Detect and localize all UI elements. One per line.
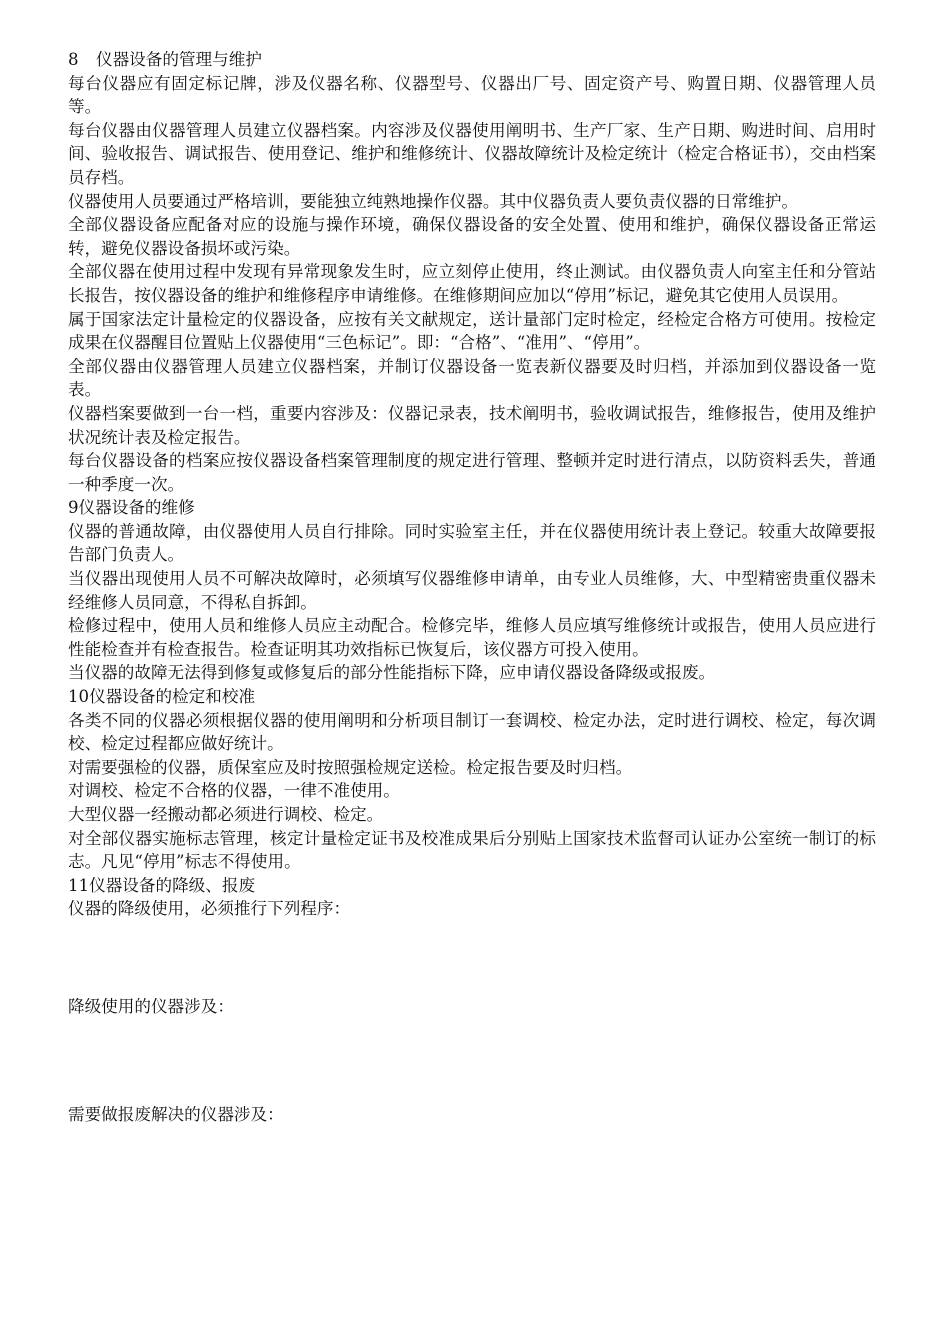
section-8-paragraph: 每台仪器应有固定标记牌，涉及仪器名称、仪器型号、仪器出厂号、固定资产号、购置日期、仪器管理人员等。	[68, 73, 876, 117]
section-10-paragraph: 对全部仪器实施标志管理，核定计量检定证书及校准成果后分别贴上国家技术监督司认证办公室统一制订的标志。凡见“停用”标志不得使用。	[68, 828, 876, 872]
section-11-intro: 仪器的降级使用，必须推行下列程序：	[68, 899, 351, 919]
section-9-paragraph: 仪器的普通故障，由仪器使用人员自行排除。同时实验室主任，并在仪器使用统计表上登记。较重大故障要报告部门负责人。	[68, 521, 876, 565]
section-9-paragraph: 检修过程中，使用人员和维修人员应主动配合。检修完毕，维修人员应填写维修统计或报告，使用人员应进行性能检查并有检查报告。检查证明其功效指标已恢复后，该仪器方可投入使用。	[68, 616, 876, 659]
section-8-paragraph: 属于国家法定计量检定的仪器设备，应按有关文献规定，送计量部门定时检定，经检定合格方可使用。按检定成果在仪器醒目位置贴上仪器使用“三色标记”。即：“合格”、“准用”、“停用”。	[68, 309, 876, 353]
section-11-heading: 11仪器设备的降级、报废	[68, 875, 256, 895]
section-9-paragraph: 当仪器出现使用人员不可解决故障时，必须填写仪器维修申请单，由专业人员维修，大、中型精密贵重仪器未经维修人员同意，不得私自拆卸。	[68, 569, 876, 612]
section-10-paragraph: 大型仪器一经搬动都必须进行调校、检定。	[68, 805, 384, 824]
blank-space	[68, 921, 876, 995]
section-8-paragraph: 全部仪器由仪器管理人员建立仪器档案，并制订仪器设备一览表新仪器要及时归档，并添加到仪器设备一览表。	[68, 356, 876, 400]
section-9-paragraph: 当仪器的故障无法得到修复或修复后的部分性能指标下降，应申请仪器设备降级或报废。	[68, 663, 716, 683]
section-8-paragraph: 仪器使用人员要通过严格培训，要能独立纯熟地操作仪器。其中仪器负责人要负责仪器的日常维护。	[68, 191, 799, 211]
section-8-paragraph: 每台仪器由仪器管理人员建立仪器档案。内容涉及仪器使用阐明书、生产厂家、生产日期、购进时间、启用时间、验收报告、调试报告、使用登记、维护和维修统计、仪器故障统计及检定统计（检定合格证书），交由档案员存档。	[68, 120, 876, 187]
section-9-heading: 9仪器设备的维修	[68, 498, 195, 518]
section-8-title: 仪器设备的管理与维护	[96, 50, 262, 69]
section-8-paragraph: 全部仪器设备应配备对应的设施与操作环境，确保仪器设备的安全处置、使用和维护，确保仪器设备正常运转，避免仪器设备损坏或污染。	[68, 215, 876, 258]
section-8-paragraph: 全部仪器在使用过程中发现有异常现象发生时，应立刻停止使用，终止测试。由仪器负责人向室主任和分管站长报告，按仪器设备的维护和维修程序申请维修。在维修期间应加以“停用”标记，避免其它使用人员误用。	[68, 262, 876, 305]
section-8-number: 8	[68, 50, 79, 69]
downgrade-label: 降级使用的仪器涉及：	[68, 996, 234, 1016]
section-10-paragraph: 各类不同的仪器必须根据仪器的使用阐明和分析项目制订一套调校、检定办法，定时进行调校、检定，每次调校、检定过程都应做好统计。	[68, 710, 876, 754]
section-8-paragraph: 仪器档案要做到一台一档，重要内容涉及：仪器记录表，技术阐明书，验收调试报告，维修报告，使用及维护状况统计表及检定报告。	[68, 403, 876, 447]
section-8-heading	[68, 48, 876, 72]
document-page	[68, 48, 876, 1126]
section-10-paragraph: 对调校、检定不合格的仪器，一律不准使用。	[68, 781, 400, 801]
section-10-paragraph: 对需要强检的仪器，质保室应及时按照强检规定送检。检定报告要及时归档。	[68, 757, 633, 777]
scrap-label: 需要做报废解决的仪器涉及：	[68, 1104, 284, 1124]
section-10-heading: 10仪器设备的检定和校准	[68, 687, 256, 707]
blank-space	[68, 1019, 876, 1103]
section-8-paragraph: 每台仪器设备的档案应按仪器设备档案管理制度的规定进行管理、整顿并定时进行清点，以防资料丢失，普通一种季度一次。	[68, 451, 876, 494]
